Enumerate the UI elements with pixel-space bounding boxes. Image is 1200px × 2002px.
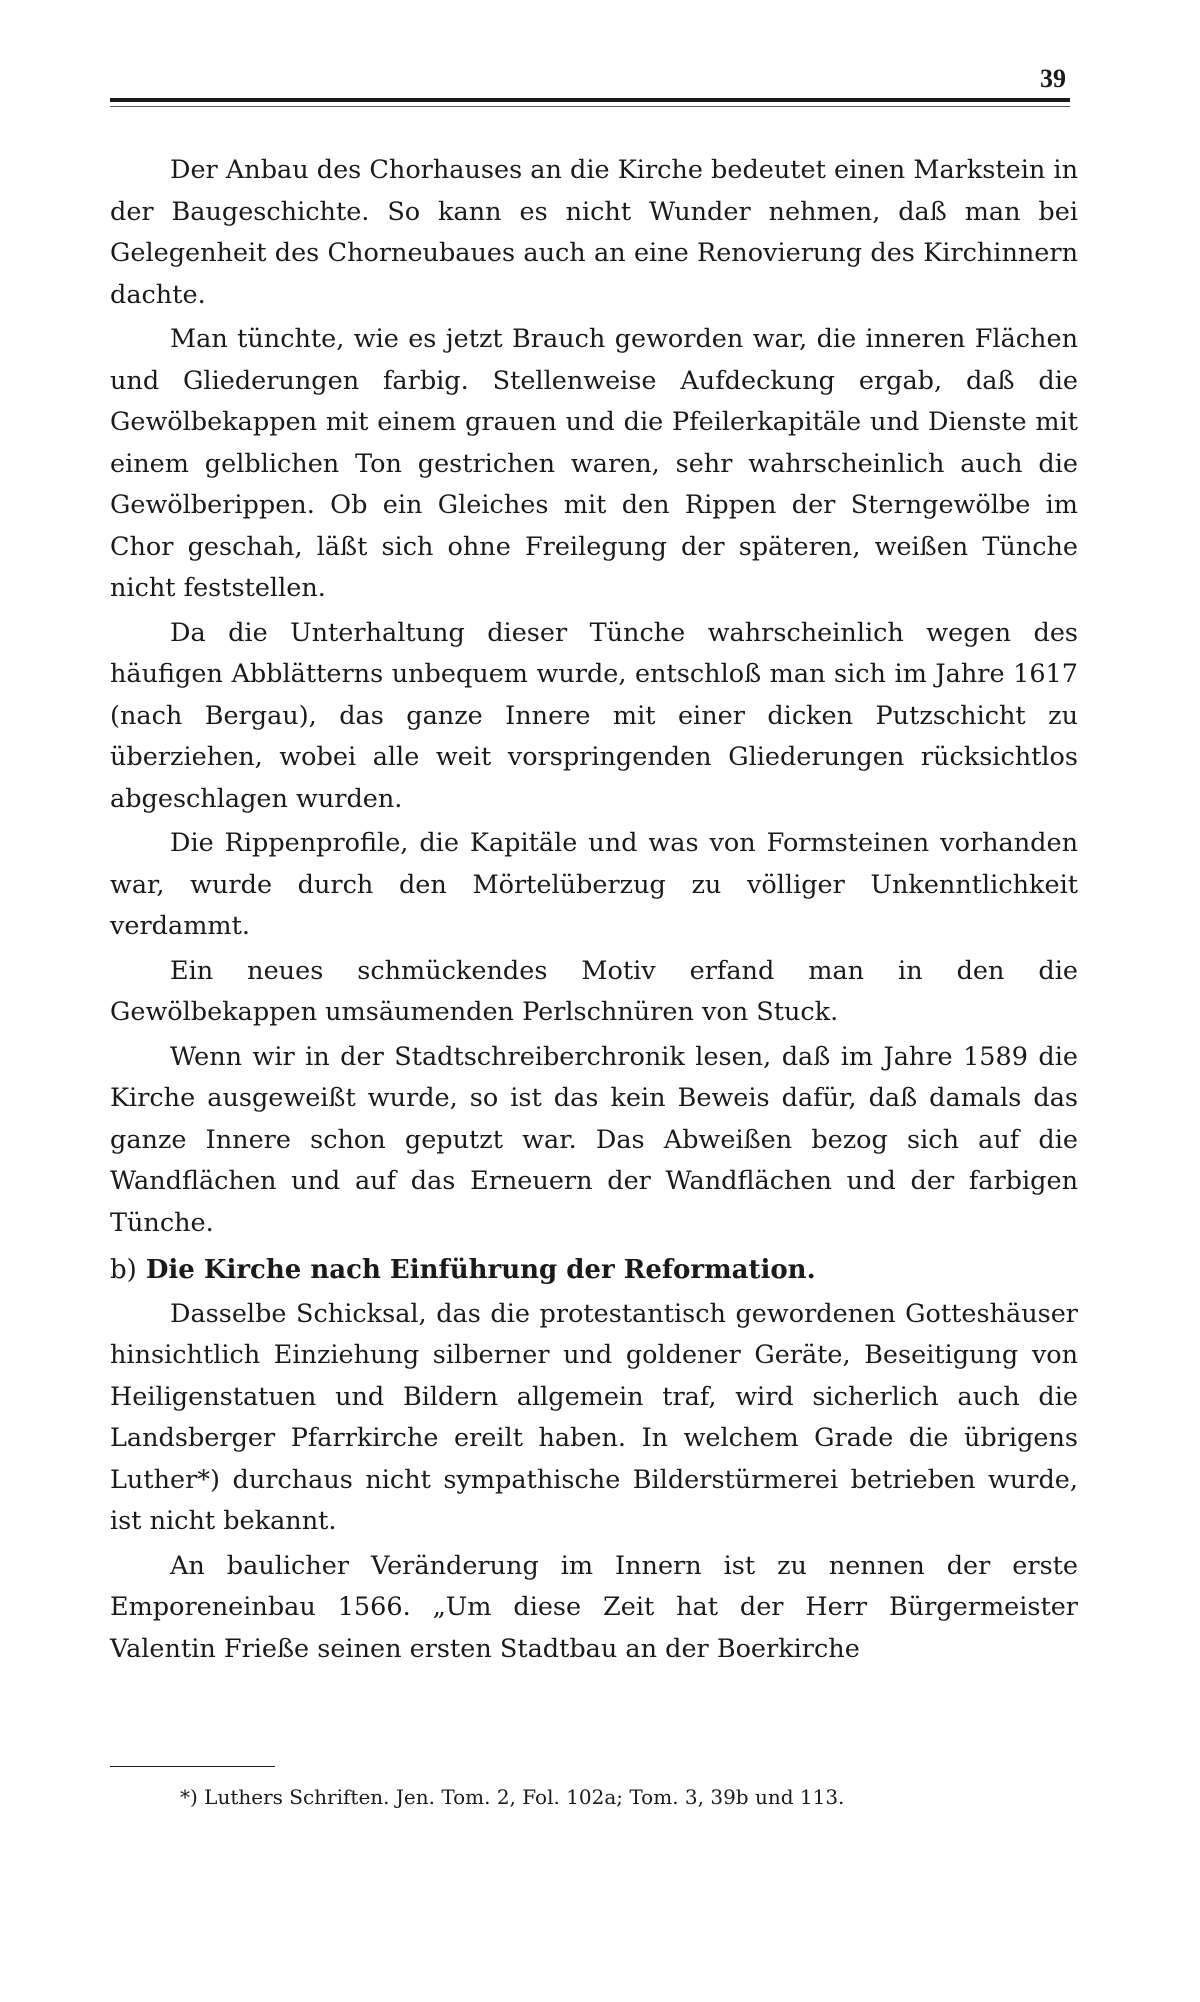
header-rule <box>110 98 1070 102</box>
footnote: *) Luthers Schriften. Jen. Tom. 2, Fol. 102a; Tom. 3, 39b und 113. <box>180 1785 845 1809</box>
body-text <box>110 150 1078 1673</box>
paragraph: Der Anbau des Chorhauses an die Kirche bedeutet einen Markstein in der Baugeschichte. So kann es nicht Wunder nehmen, daß man bei Gelegenheit des Chorneubaues auch an eine Renovierung des Kirchinnern dachte. <box>110 155 1078 310</box>
paragraph: Ein neues schmückendes Motiv erfand man in den die Gewölbekappen umsäumenden Perlschnüren von Stuck. <box>110 955 1078 1027</box>
paragraph: Man tünchte, wie es jetzt Brauch geworden war, die inneren Flächen und Gliederungen farbig. Stellenweise Aufdeckung ergab, daß die Gewölbekappen mit einem grauen und die Pfeilerkapitäle und Dienste mit einem gelblichen Ton gestrichen waren, sehr wahrscheinlich auch die Gewölberippen. Ob ein Gleiches mit den Rippen der Sterngewölbe im Chor geschah, läßt sich ohne Freilegung der späteren, weißen Tünche nicht feststellen. <box>110 324 1078 603</box>
paragraph: Wenn wir in der Stadtschreiberchronik lesen, daß im Jahre 1589 die Kirche ausgeweißt wurde, so ist das kein Beweis dafür, daß damals das ganze Innere schon geputzt war. Das Abweißen bezog sich auf die Wandflächen und auf das Erneuern der Wandflächen und der farbigen Tünche. <box>110 1041 1078 1238</box>
paragraph: Die Rippenprofile, die Kapitäle und was von Formsteinen vorhanden war, wurde durch den Mörtelüberzug zu völliger Unkenntlichkeit verdammt. <box>110 828 1078 941</box>
paragraph: Dasselbe Schicksal, das die protestantisch gewordenen Gotteshäuser hinsichtlich Einziehung silberner und goldener Geräte, Beseitigung von Heiligenstatuen und Bildern allgemein traf, wird sicherlich auch die Landsberger Pfarrkirche ereilt haben. In welchem Grade die übrigens Luther*) durchaus nicht sympathische Bilderstürmerei betrieben wurde, ist nicht bekannt. <box>110 1298 1078 1536</box>
header-rule-thin <box>110 106 1070 107</box>
paragraph: An baulicher Veränderung im Innern ist zu nennen der erste Emporeneinbau 1566. „Um diese Zeit hat der Herr Bürgermeister Valentin Frieße seinen ersten Stadtbau an der Boerkirche <box>110 1550 1078 1664</box>
page-number: 39 <box>1040 64 1066 93</box>
section-title: Die Kirche nach Einführung der Reformation. <box>145 1255 816 1285</box>
section-marker: b) <box>110 1255 137 1285</box>
footnote-rule <box>110 1766 275 1767</box>
section-heading <box>110 1250 1078 1292</box>
paragraph: Da die Unterhaltung dieser Tünche wahrscheinlich wegen des häufigen Abblätterns unbequem wurde, entschloß man sich im Jahre 1617 (nach Bergau), das ganze Innere mit einer dicken Putzschicht zu überziehen, wobei alle weit vorspringenden Gliederungen rücksichtlos abgeschlagen wurden. <box>110 617 1078 814</box>
